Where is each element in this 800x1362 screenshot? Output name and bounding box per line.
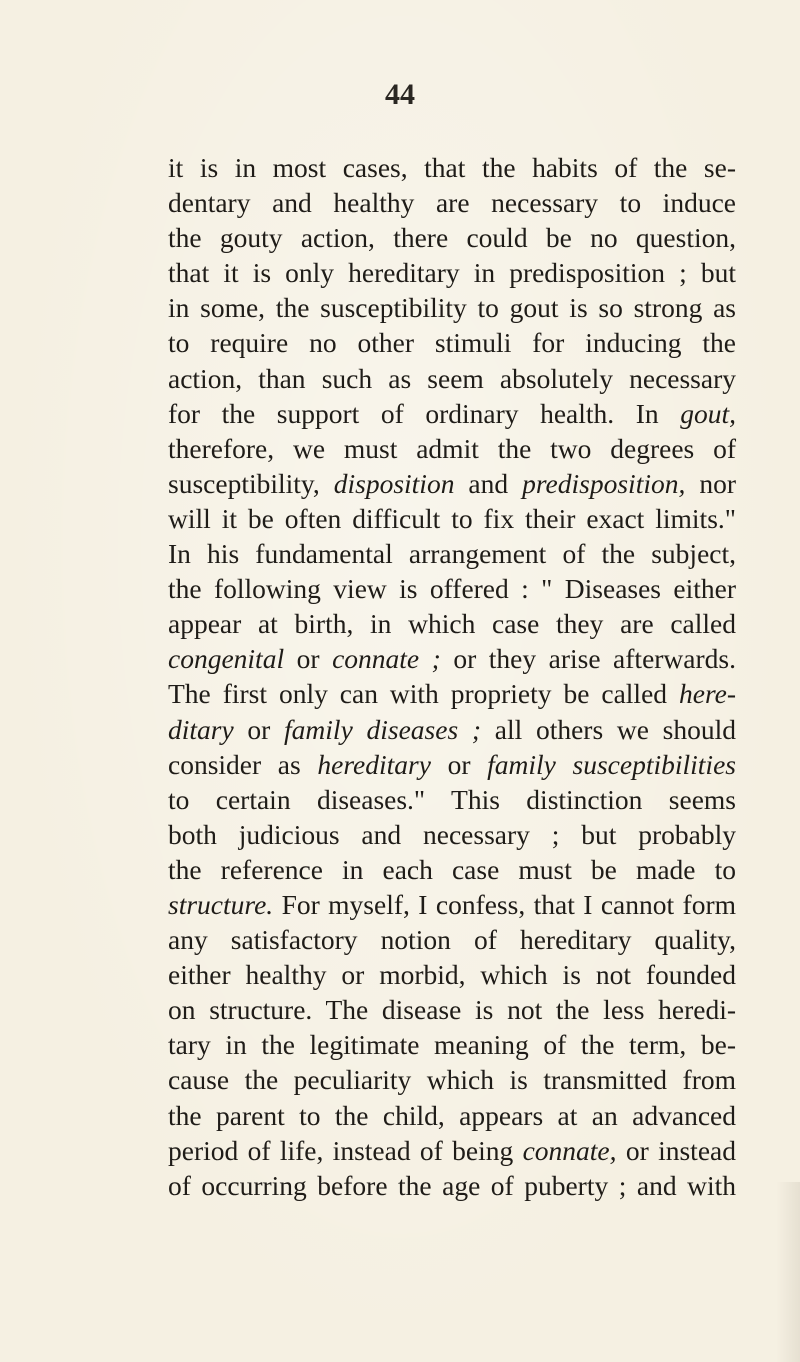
text-line: [168, 1062, 736, 1097]
page-edge-shadow: [776, 1182, 800, 1362]
text-line: [168, 255, 736, 290]
text-segment: and: [454, 467, 523, 499]
page-number: 44: [385, 78, 415, 111]
italic-text: family diseases ;: [284, 713, 482, 745]
text-line: [168, 220, 736, 255]
text-line: [168, 852, 736, 887]
text-line: [168, 641, 736, 676]
text-segment: dentary and healthy are necessary to induce: [168, 187, 736, 219]
text-line: [168, 922, 736, 957]
text-segment: all others we should: [481, 713, 736, 745]
text-line: [168, 361, 736, 396]
text-line: [168, 887, 736, 922]
text-line: [168, 992, 736, 1027]
text-segment: or: [284, 643, 333, 675]
italic-text: hereditary: [317, 748, 431, 780]
text-segment: therefore, we must admit the two degrees of: [168, 432, 736, 464]
text-line: [168, 1133, 736, 1168]
text-line: [168, 150, 736, 185]
text-segment: cause the peculiarity which is transmitted from: [168, 1064, 736, 1096]
text-segment: the parent to the child, appears at an advanced: [168, 1099, 736, 1131]
text-segment: susceptibility,: [168, 467, 334, 499]
text-segment: to require no other stimuli for inducing the: [168, 327, 736, 359]
text-segment: on structure. The disease is not the less heredi-: [168, 994, 736, 1026]
text-line: [168, 466, 736, 501]
text-line: [168, 290, 736, 325]
text-segment: in some, the susceptibility to gout is so strong as: [168, 292, 736, 324]
text-line: [168, 501, 736, 536]
text-line: [168, 396, 736, 431]
text-line: [168, 325, 736, 360]
italic-text: predisposition,: [522, 467, 686, 499]
text-segment: tary in the legitimate meaning of the term, be-: [168, 1029, 736, 1061]
text-segment: nor: [685, 467, 736, 499]
text-segment: or they arise afterwards.: [440, 643, 736, 675]
text-segment: it is in most cases, that the habits of the se-: [168, 152, 736, 183]
text-segment: or: [233, 713, 285, 745]
italic-text: family susceptibilities: [487, 748, 736, 780]
text-segment: the gouty action, there could be no question,: [168, 222, 736, 254]
text-line: [168, 817, 736, 852]
text-segment: In his fundamental arrangement of the subject,: [168, 538, 736, 570]
text-segment: for the support of ordinary health. In: [168, 397, 681, 429]
text-segment: both judicious and necessary ; but probably: [168, 818, 736, 850]
italic-text: ditary: [168, 713, 234, 745]
text-segment: action, than such as seem absolutely necessary: [168, 362, 736, 394]
text-segment: the following view is offered : " Diseases either: [168, 573, 736, 605]
text-segment: any satisfactory notion of hereditary quality,: [168, 924, 736, 956]
text-segment: that it is only hereditary in predisposition ; but: [168, 257, 736, 289]
text-segment: of occurring before the age of puberty ; and with: [168, 1169, 736, 1201]
text-line: [168, 571, 736, 606]
text-segment: or: [430, 748, 488, 780]
italic-text: gout,: [680, 397, 736, 429]
text-line: [168, 1168, 736, 1203]
italic-text: here-: [678, 678, 736, 710]
text-segment: will it be often difficult to fix their exact limits.": [168, 502, 736, 534]
text-line: [168, 606, 736, 641]
text-line: [168, 1098, 736, 1133]
text-line: [168, 676, 736, 711]
text-line: [168, 536, 736, 571]
text-line: [168, 431, 736, 466]
text-segment: appear at birth, in which case they are called: [168, 608, 736, 640]
text-line: [168, 747, 736, 782]
italic-text: connate ;: [332, 643, 441, 675]
text-segment: period of life, instead of being: [168, 1134, 523, 1166]
text-line: [168, 957, 736, 992]
body-text: [168, 150, 736, 1203]
text-line: [168, 712, 736, 747]
text-line: [168, 782, 736, 817]
text-segment: or instead: [616, 1134, 736, 1166]
italic-text: disposition: [333, 467, 455, 499]
text-segment: the reference in each case must be made to: [168, 853, 736, 885]
text-segment: consider as: [168, 748, 318, 780]
text-segment: to certain diseases." This distinction seems: [168, 783, 736, 815]
text-line: [168, 1027, 736, 1062]
text-segment: The first only can with propriety be called: [168, 678, 679, 710]
text-line: [168, 185, 736, 220]
italic-text: structure.: [168, 888, 274, 920]
text-segment: either healthy or morbid, which is not founded: [168, 959, 736, 991]
italic-text: connate,: [522, 1134, 617, 1166]
italic-text: congenital: [168, 643, 285, 675]
text-segment: For myself, I confess, that I cannot form: [273, 888, 736, 920]
